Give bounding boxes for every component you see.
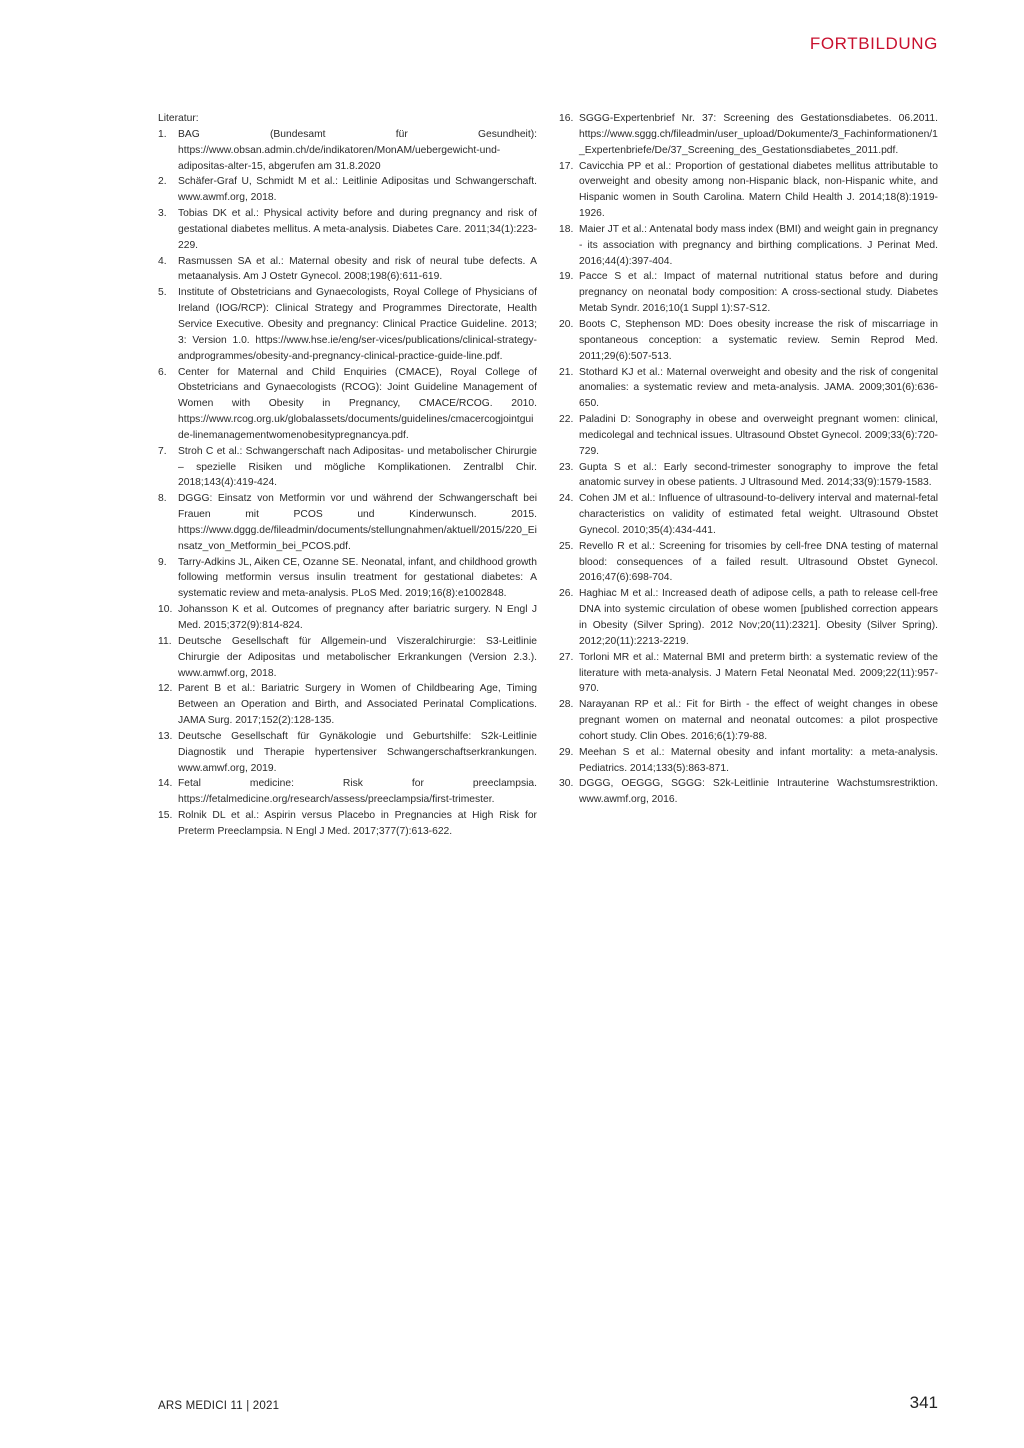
reference-item	[158, 634, 537, 682]
reference-item	[559, 412, 938, 460]
reference-number: 30.	[559, 778, 574, 790]
reference-text: SGGG-Expertenbrief Nr. 37: Screening des Gestationsdiabetes. 06.2011. https://www.sggg.ch/fileadmin/user_upload/Dokumente/3_Fachinformationen/1_Expertenbriefe/De/37_Screening_des_Gestationsdiabetes_2011.pdf.	[579, 113, 938, 156]
reference-text: Cavicchia PP et al.: Proportion of gestational diabetes mellitus attributable to overweight and obesity among non-Hispanic black, non-Hispanic white, and Hispanic women in South Carolina. Matern Child Health J. 2014;18(8):1919-1926.	[579, 160, 938, 220]
reference-item	[559, 460, 938, 492]
reference-text: DGGG, OEGGG, SGGG: S2k-Leitlinie Intrauterine Wachstumsrestriktion. www.awmf.org, 2016.	[579, 778, 938, 806]
reference-item	[559, 697, 938, 745]
section-title: FORTBILDUNG	[809, 34, 938, 53]
journal-issue: ARS MEDICI 11 | 2021	[158, 1400, 280, 1412]
reference-number: 22.	[559, 414, 574, 426]
reference-number: 12.	[158, 683, 173, 695]
reference-number: 9.	[158, 556, 167, 568]
reference-number: 11.	[158, 635, 172, 647]
reference-number: 13.	[158, 730, 173, 742]
reference-text: Deutsche Gesellschaft für Gynäkologie und Geburtshilfe: S2k-Leitlinie Diagnostik und Therapie hypertensiver Schwangerschaftserkrankungen. www.amwf.org, 2019.	[178, 730, 537, 774]
reference-item	[559, 650, 938, 698]
reference-item	[158, 776, 537, 808]
reference-number: 14.	[158, 778, 173, 790]
reference-text: Stothard KJ et al.: Maternal overweight and obesity and the risk of congenital anomalies: a systematic review and meta-analysis. JAMA. 2009;301(6):636-650.	[579, 366, 938, 410]
reference-item	[559, 111, 938, 159]
reference-number: 29.	[559, 746, 574, 758]
reference-text: Narayanan RP et al.: Fit for Birth - the effect of weight changes in obese pregnant women on maternal and neonatal outcomes: a pilot prospective cohort study. Clin Obes. 2016;6(1):79-88.	[579, 699, 938, 742]
reference-item	[559, 269, 938, 317]
reference-list-left	[158, 127, 537, 840]
reference-text: Tobias DK et al.: Physical activity before and during pregnancy and risk of gestational diabetes mellitus. A meta-analysis. Diabetes Care. 2011;34(1):223-229.	[178, 208, 537, 251]
reference-number: 2.	[158, 176, 167, 188]
page-number: 341	[909, 1393, 938, 1412]
reference-number: 15.	[158, 810, 173, 822]
reference-number: 25.	[559, 540, 574, 552]
reference-number: 16.	[559, 113, 574, 124]
reference-number: 3.	[158, 208, 167, 220]
reference-item	[559, 491, 938, 539]
reference-text: Rolnik DL et al.: Aspirin versus Placebo in Pregnancies at High Risk for Preterm Preeclampsia. N Engl J Med. 2017;377(7):613-622.	[178, 810, 537, 837]
reference-item	[158, 602, 537, 634]
reference-number: 6.	[158, 366, 167, 378]
reference-item	[559, 222, 938, 270]
reference-number: 23.	[559, 461, 574, 473]
reference-item	[158, 285, 537, 364]
reference-number: 10.	[158, 604, 173, 616]
reference-item	[158, 491, 537, 554]
reference-text: Boots C, Stephenson MD: Does obesity increase the risk of miscarriage in spontaneous conception: a systematic review. Semin Reprod Med. 2011;29(6):507-513.	[579, 318, 938, 362]
reference-item	[158, 555, 537, 603]
reference-item	[158, 444, 537, 492]
reference-number: 28.	[559, 699, 574, 711]
reference-text: Torloni MR et al.: Maternal BMI and preterm birth: a systematic review of the literature with meta-analysis. J Matern Fetal Neonatal Med. 2009;22(11):957-970.	[579, 651, 938, 695]
reference-text: Institute of Obstetricians and Gynaecologists, Royal College of Physicians of Ireland (IOG/RCP): Clinical Strategy and Programmes Directorate, Health Service Executive. Obesity and pregnancy: Clinical Practice Guideline. 2013; 3: Version 1.0. https://www.hse.ie/eng/ser-vices/publications/clinical-strategy-andprogrammes/obesity-and-pregnancy-clinical-practice-guide-line.pdf.	[178, 287, 537, 362]
reference-text: Gupta S et al.: Early second-trimester sonography to improve the fetal anatomic survey in obese patients. J Ultrasound Med. 2014;33(9):1579-1583.	[579, 461, 938, 489]
reference-text: Rasmussen SA et al.: Maternal obesity and risk of neural tube defects. A metaanalysis. Am J Ostetr Gynecol. 2008;198(6):611-619.	[178, 255, 537, 283]
reference-number: 24.	[559, 493, 574, 505]
reference-number: 20.	[559, 318, 574, 330]
reference-number: 18.	[559, 223, 574, 235]
reference-text: Maier JT et al.: Antenatal body mass index (BMI) and weight gain in pregnancy - its association with pregnancy and birthing complications. J Perinat Med. 2016;44(4):397-404.	[579, 223, 938, 267]
reference-text: BAG (Bundesamt für Gesundheit): https://www.obsan.admin.ch/de/indikatoren/MonAM/uebergewicht-und-adipositas-alter-15, abgerufen am 31.8.2020	[178, 128, 537, 172]
reference-text: Cohen JM et al.: Influence of ultrasound-to-delivery interval and maternal-fetal characteristics on validity of estimated fetal weight. Ultrasound Obstet Gynecol. 2010;35(4):434-441.	[579, 493, 938, 536]
reference-number: 1.	[158, 128, 167, 140]
reference-item	[158, 127, 537, 175]
reference-list-right	[559, 111, 938, 808]
reference-text: Schäfer-Graf U, Schmidt M et al.: Leitlinie Adipositas und Schwangerschaft. www.awmf.org, 2018.	[178, 176, 537, 204]
reference-text: Pacce S et al.: Impact of maternal nutritional status before and during pregnancy on neonatal body composition: A cross-sectional study. Diabetes Metab Syndr. 2016;10(1 Suppl 1):S7-S12.	[579, 271, 938, 315]
reference-text: Center for Maternal and Child Enquiries (CMACE), Royal College of Obstetricians and Gynaecologists (RCOG): Joint Guideline Management of Women with Obesity in Pregnancy, CMACE/RCOG. 2010. https://www.rcog.org.uk/globalassets/documents/guidelines/cmacercogjointguide-linemanagementwomenobesitypregnancya.pdf.	[178, 366, 537, 441]
reference-item	[158, 808, 537, 840]
reference-text: Tarry-Adkins JL, Aiken CE, Ozanne SE. Neonatal, infant, and childhood growth following metformin versus insulin treatment for gestational diabetes: A systematic review and meta-analysis. PLoS Med. 2019;16(8):e1002848.	[178, 556, 537, 600]
reference-text: DGGG: Einsatz von Metformin vor und während der Schwangerschaft bei Frauen mit PCOS und Kinderwunsch. 2015. https://www.dggg.de/fileadmin/documents/stellungnahmen/aktuell/2015/220_Einsatz_von_Metformin_bei_PCOS.pdf.	[178, 493, 537, 552]
reference-item	[559, 365, 938, 413]
reference-text: Deutsche Gesellschaft für Allgemein-und Viszeralchirurgie: S3-Leitlinie Chirurgie der Adipositas und metabolischer Erkrankungen (Version 2.3.). www.amwf.org, 2018.	[178, 635, 537, 679]
reference-item	[158, 206, 537, 254]
literature-label: Literatur:	[158, 113, 199, 124]
reference-text: Stroh C et al.: Schwangerschaft nach Adipositas- und metabolischer Chirurgie – spezielle Risiken und mögliche Komplikationen. Zentralbl Chir. 2018;143(4):419-424.	[178, 445, 537, 489]
reference-item	[158, 681, 537, 729]
reference-item	[158, 174, 537, 206]
reference-item	[559, 539, 938, 587]
references-column-right	[559, 111, 938, 808]
reference-number: 19.	[559, 271, 574, 283]
reference-text: Johansson K et al. Outcomes of pregnancy after bariatric surgery. N Engl J Med. 2015;372(9):814-824.	[178, 604, 537, 631]
reference-text: Parent B et al.: Bariatric Surgery in Women of Childbearing Age, Timing Between an Operation and Birth, and Associated Perinatal Complications. JAMA Surg. 2017;152(2):128-135.	[178, 683, 537, 727]
reference-item	[158, 254, 537, 286]
reference-number: 5.	[158, 287, 167, 299]
reference-item	[559, 745, 938, 777]
reference-text: Paladini D: Sonography in obese and overweight pregnant women: clinical, medicolegal and technical issues. Ultrasound Obstet Gynecol. 2009;33(6):720-729.	[579, 414, 938, 457]
reference-item	[559, 586, 938, 649]
reference-text: Fetal medicine: Risk for preeclampsia. https://fetalmedicine.org/research/assess/preeclampsia/first-trimester.	[178, 778, 537, 806]
references-column-left	[158, 111, 537, 840]
reference-item	[158, 365, 537, 444]
reference-item	[559, 159, 938, 222]
reference-text: Revello R et al.: Screening for trisomies by cell-free DNA testing of maternal blood: consequences of a failed result. Ultrasound Obstet Gynecol. 2016;47(6):698-704.	[579, 540, 938, 584]
reference-number: 8.	[158, 493, 167, 505]
reference-item	[559, 317, 938, 365]
reference-number: 17.	[559, 160, 574, 172]
reference-number: 26.	[559, 588, 574, 600]
reference-text: Haghiac M et al.: Increased death of adipose cells, a path to release cell-free DNA into systemic circulation of obese women [published correction appears in Obesity (Silver Spring). 2012 Nov;20(11):2321]. Obesity (Silver Spring). 2012;20(11):2213-2219.	[579, 588, 938, 647]
reference-number: 4.	[158, 255, 167, 267]
reference-text: Meehan S et al.: Maternal obesity and infant mortality: a meta-analysis. Pediatrics. 2014;133(5):863-871.	[579, 746, 938, 774]
reference-number: 7.	[158, 445, 167, 457]
reference-number: 21.	[559, 366, 574, 378]
reference-item	[559, 776, 938, 808]
reference-item	[158, 729, 537, 777]
reference-number: 27.	[559, 651, 574, 663]
